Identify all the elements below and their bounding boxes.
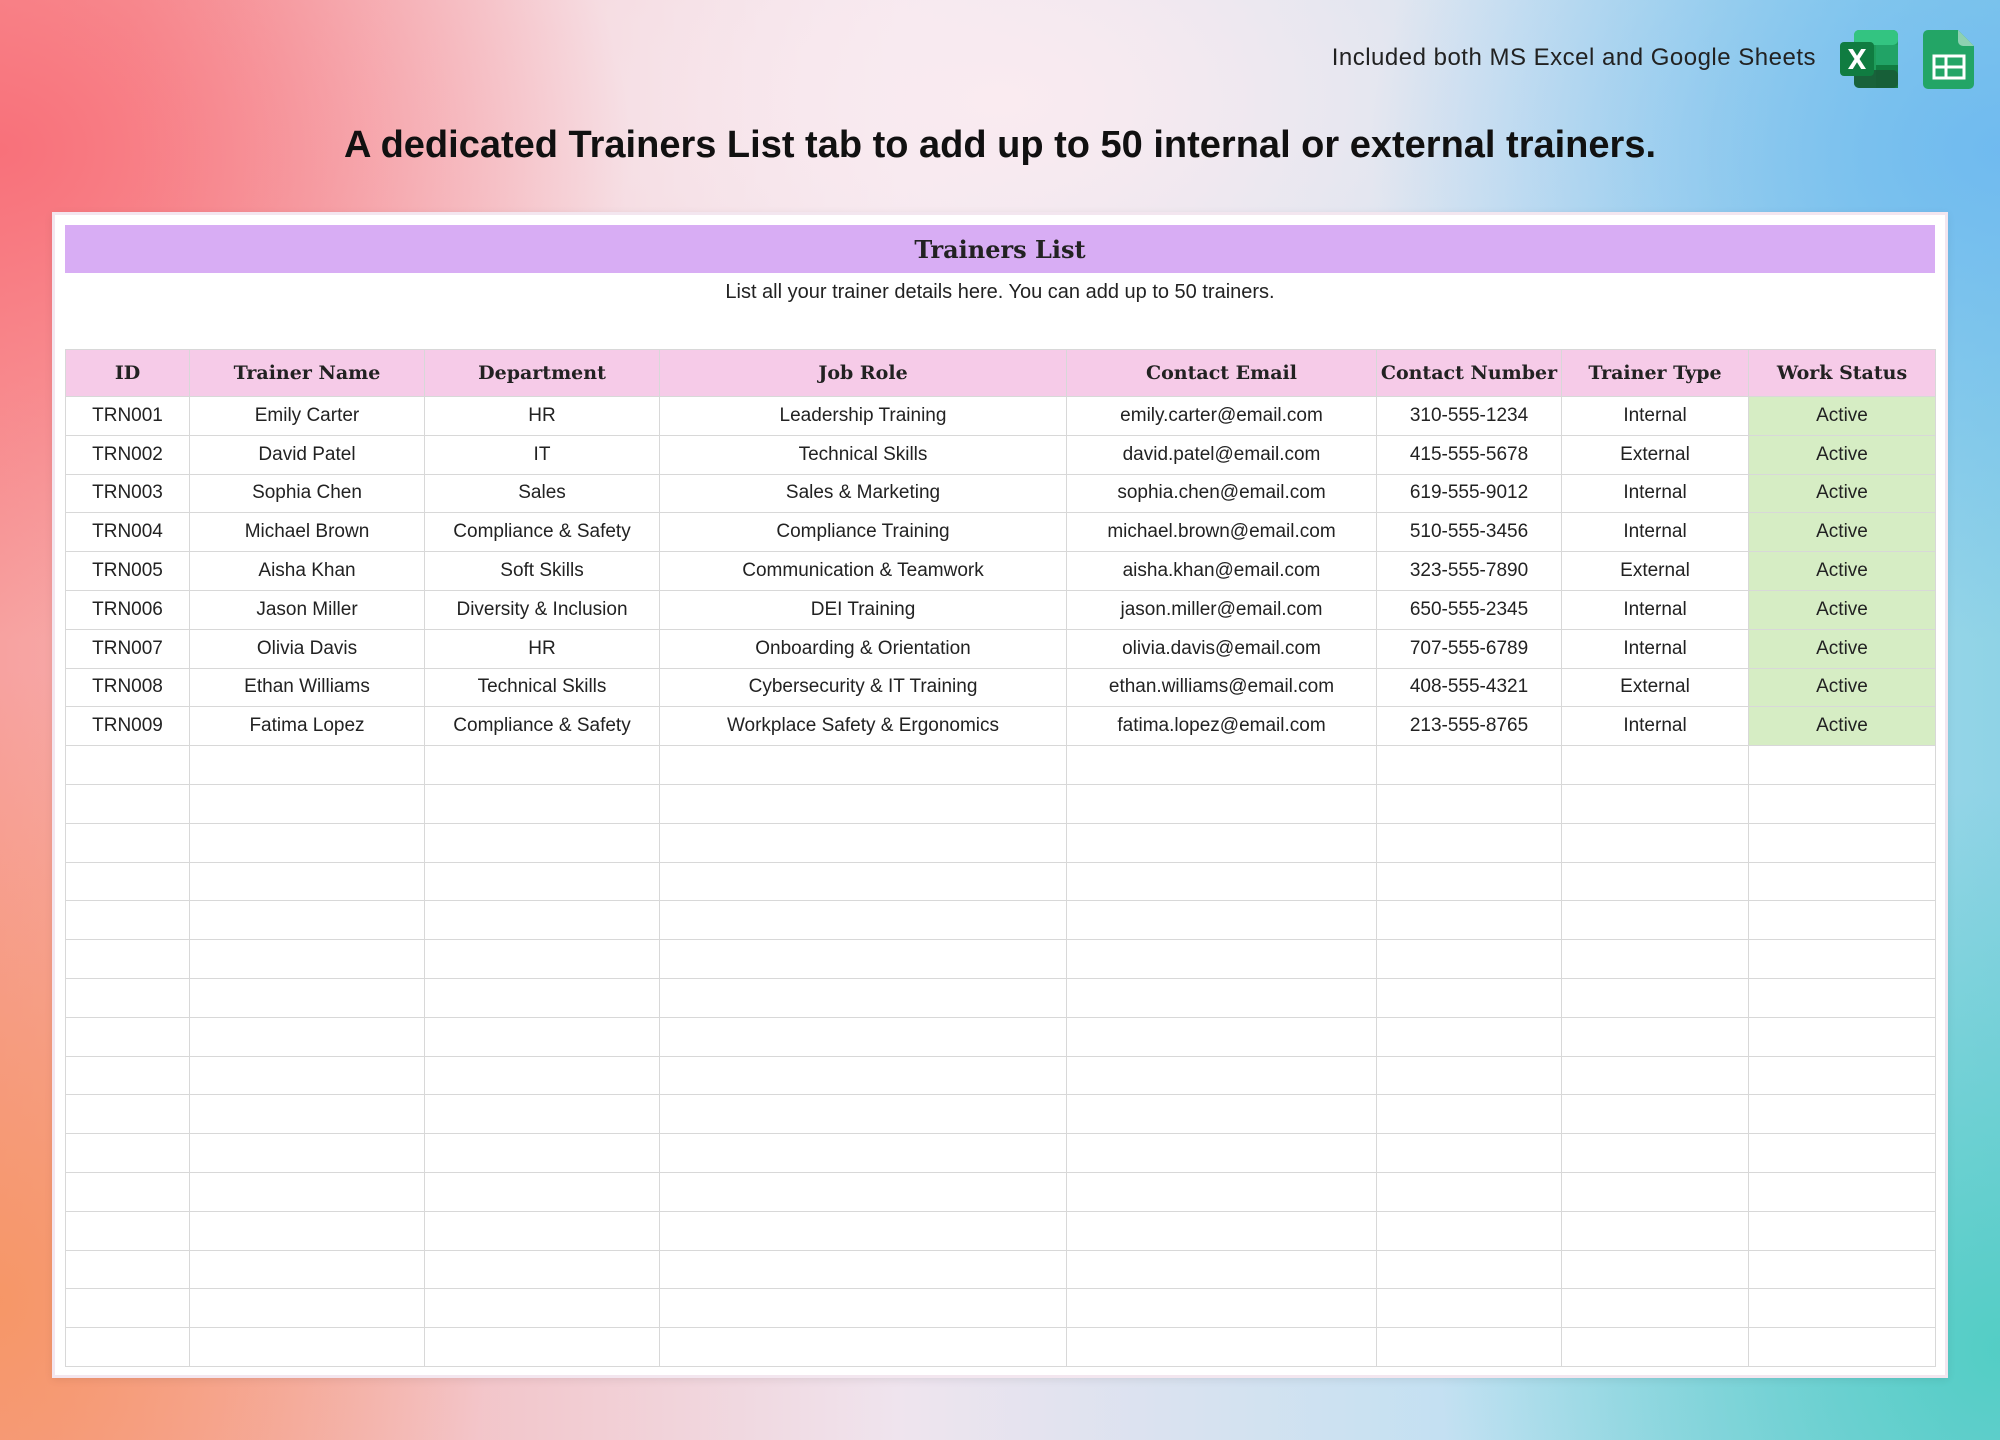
table-row (66, 707, 1936, 746)
department-cell[interactable]: Soft Skills (425, 552, 660, 591)
empty-cell[interactable] (1562, 978, 1749, 1017)
empty-cell[interactable] (66, 862, 190, 901)
empty-cell[interactable] (66, 1172, 190, 1211)
empty-row (66, 1328, 1936, 1367)
empty-cell[interactable] (1749, 1328, 1936, 1367)
empty-cell[interactable] (1562, 823, 1749, 862)
empty-cell[interactable] (1067, 1056, 1377, 1095)
work-status-cell[interactable]: Active (1749, 668, 1936, 707)
empty-cell[interactable] (1562, 1289, 1749, 1328)
id-cell[interactable]: TRN008 (66, 668, 190, 707)
id-cell[interactable]: TRN003 (66, 474, 190, 513)
department-cell[interactable]: Compliance & Safety (425, 707, 660, 746)
empty-cell[interactable] (1377, 746, 1562, 785)
empty-cell[interactable] (1562, 1134, 1749, 1173)
id-cell[interactable]: TRN001 (66, 397, 190, 436)
empty-cell[interactable] (66, 823, 190, 862)
empty-cell[interactable] (1749, 1172, 1936, 1211)
work-status-cell[interactable]: Active (1749, 435, 1936, 474)
empty-cell[interactable] (1377, 1172, 1562, 1211)
empty-cell[interactable] (190, 901, 425, 940)
trainer-type-cell[interactable]: External (1562, 668, 1749, 707)
table-row (66, 552, 1936, 591)
empty-row (66, 1095, 1936, 1134)
job-role-cell[interactable]: Onboarding & Orientation (660, 629, 1067, 668)
trainer-type-cell[interactable]: Internal (1562, 513, 1749, 552)
empty-cell[interactable] (1067, 746, 1377, 785)
contact-number-cell[interactable]: 619-555-9012 (1377, 474, 1562, 513)
empty-cell[interactable] (1749, 1250, 1936, 1289)
empty-cell[interactable] (1377, 1056, 1562, 1095)
empty-cell[interactable] (660, 1328, 1067, 1367)
table-row (66, 590, 1936, 629)
included-apps-note: Included both MS Excel and Google Sheets (1331, 44, 1816, 71)
department-cell[interactable]: HR (425, 397, 660, 436)
empty-cell[interactable] (660, 1250, 1067, 1289)
empty-cell[interactable] (1377, 1328, 1562, 1367)
empty-cell[interactable] (425, 823, 660, 862)
work-status-cell[interactable]: Active (1749, 513, 1936, 552)
empty-cell[interactable] (190, 1328, 425, 1367)
empty-cell[interactable] (425, 862, 660, 901)
contact-number-cell[interactable]: 415-555-5678 (1377, 435, 1562, 474)
job-role-cell[interactable]: Workplace Safety & Ergonomics (660, 707, 1067, 746)
trainer-type-cell[interactable]: Internal (1562, 707, 1749, 746)
empty-cell[interactable] (425, 1095, 660, 1134)
empty-cell[interactable] (660, 1095, 1067, 1134)
empty-cell[interactable] (66, 901, 190, 940)
empty-cell[interactable] (1067, 1134, 1377, 1173)
empty-cell[interactable] (660, 901, 1067, 940)
header-row (66, 350, 1936, 397)
contact-email-cell[interactable]: jason.miller@email.com (1067, 590, 1377, 629)
contact-email-cell[interactable]: emily.carter@email.com (1067, 397, 1377, 436)
empty-cell[interactable] (425, 1056, 660, 1095)
empty-cell[interactable] (66, 1017, 190, 1056)
id-cell[interactable]: TRN007 (66, 629, 190, 668)
trainer-type-cell[interactable]: Internal (1562, 590, 1749, 629)
empty-cell[interactable] (1749, 1095, 1936, 1134)
empty-cell[interactable] (66, 1211, 190, 1250)
trainer-name-cell[interactable]: Fatima Lopez (190, 707, 425, 746)
empty-cell[interactable] (1067, 978, 1377, 1017)
table-row (66, 397, 1936, 436)
trainer-type-cell[interactable]: Internal (1562, 397, 1749, 436)
empty-cell[interactable] (1562, 901, 1749, 940)
empty-cell[interactable] (1562, 746, 1749, 785)
empty-cell[interactable] (1377, 1134, 1562, 1173)
empty-cell[interactable] (660, 1056, 1067, 1095)
empty-cell[interactable] (1749, 784, 1936, 823)
empty-row (66, 978, 1936, 1017)
empty-cell[interactable] (1562, 1017, 1749, 1056)
department-cell[interactable]: Compliance & Safety (425, 513, 660, 552)
empty-cell[interactable] (190, 1017, 425, 1056)
job-role-cell[interactable]: Communication & Teamwork (660, 552, 1067, 591)
department-cell[interactable]: Diversity & Inclusion (425, 590, 660, 629)
empty-cell[interactable] (1749, 1211, 1936, 1250)
empty-cell[interactable] (66, 784, 190, 823)
empty-cell[interactable] (425, 1134, 660, 1173)
empty-cell[interactable] (1562, 1095, 1749, 1134)
empty-cell[interactable] (190, 823, 425, 862)
empty-cell[interactable] (425, 978, 660, 1017)
empty-cell[interactable] (660, 784, 1067, 823)
empty-cell[interactable] (1377, 1095, 1562, 1134)
contact-number-cell[interactable]: 650-555-2345 (1377, 590, 1562, 629)
empty-cell[interactable] (1067, 1211, 1377, 1250)
excel-icon (1836, 26, 1902, 92)
empty-cell[interactable] (1749, 1017, 1936, 1056)
contact-number-cell[interactable]: 707-555-6789 (1377, 629, 1562, 668)
column-header-id[interactable]: ID (66, 350, 190, 397)
column-header-department[interactable]: Department (425, 350, 660, 397)
table-row (66, 513, 1936, 552)
empty-cell[interactable] (190, 862, 425, 901)
empty-row (66, 1134, 1936, 1173)
contact-email-cell[interactable]: david.patel@email.com (1067, 435, 1377, 474)
column-header-trainer-type[interactable]: Trainer Type (1562, 350, 1749, 397)
empty-cell[interactable] (1067, 901, 1377, 940)
id-cell[interactable]: TRN002 (66, 435, 190, 474)
work-status-cell[interactable]: Active (1749, 474, 1936, 513)
empty-cell[interactable] (1067, 823, 1377, 862)
empty-cell[interactable] (425, 1328, 660, 1367)
contact-email-cell[interactable]: aisha.khan@email.com (1067, 552, 1377, 591)
empty-cell[interactable] (66, 1134, 190, 1173)
empty-cell[interactable] (1067, 940, 1377, 979)
contact-number-cell[interactable]: 510-555-3456 (1377, 513, 1562, 552)
empty-cell[interactable] (425, 784, 660, 823)
empty-cell[interactable] (660, 746, 1067, 785)
empty-cell[interactable] (66, 1056, 190, 1095)
empty-cell[interactable] (66, 1328, 190, 1367)
sheet-title: Trainers List (65, 225, 1935, 273)
empty-cell[interactable] (1749, 901, 1936, 940)
empty-cell[interactable] (425, 1017, 660, 1056)
id-cell[interactable]: TRN004 (66, 513, 190, 552)
empty-row (66, 1056, 1936, 1095)
headline: A dedicated Trainers List tab to add up to 50 internal or external trainers. (343, 124, 1657, 166)
empty-cell[interactable] (190, 978, 425, 1017)
empty-cell[interactable] (425, 1289, 660, 1328)
empty-row (66, 862, 1936, 901)
column-header-work-status[interactable]: Work Status (1749, 350, 1936, 397)
work-status-cell[interactable]: Active (1749, 707, 1936, 746)
empty-cell[interactable] (1067, 1017, 1377, 1056)
empty-cell[interactable] (1749, 746, 1936, 785)
empty-cell[interactable] (66, 978, 190, 1017)
empty-row (66, 1250, 1936, 1289)
empty-cell[interactable] (660, 978, 1067, 1017)
empty-cell[interactable] (1749, 1134, 1936, 1173)
empty-cell[interactable] (660, 1172, 1067, 1211)
column-header-job-role[interactable]: Job Role (660, 350, 1067, 397)
empty-cell[interactable] (660, 1289, 1067, 1328)
empty-cell[interactable] (1067, 1172, 1377, 1211)
trainer-name-cell[interactable]: David Patel (190, 435, 425, 474)
empty-cell[interactable] (190, 1134, 425, 1173)
empty-cell[interactable] (1067, 1289, 1377, 1328)
column-header-contact-number[interactable]: Contact Number (1377, 350, 1562, 397)
empty-cell[interactable] (190, 1211, 425, 1250)
contact-email-cell[interactable]: fatima.lopez@email.com (1067, 707, 1377, 746)
empty-row (66, 1172, 1936, 1211)
empty-cell[interactable] (1562, 862, 1749, 901)
empty-cell[interactable] (190, 1056, 425, 1095)
trainer-type-cell[interactable]: Internal (1562, 629, 1749, 668)
empty-cell[interactable] (1749, 940, 1936, 979)
table-row (66, 629, 1936, 668)
empty-cell[interactable] (1377, 784, 1562, 823)
trainer-name-cell[interactable]: Michael Brown (190, 513, 425, 552)
empty-cell[interactable] (66, 1095, 190, 1134)
empty-cell[interactable] (1067, 1328, 1377, 1367)
empty-cell[interactable] (660, 862, 1067, 901)
empty-cell[interactable] (1377, 1211, 1562, 1250)
contact-email-cell[interactable]: olivia.davis@email.com (1067, 629, 1377, 668)
empty-cell[interactable] (1562, 1211, 1749, 1250)
empty-cell[interactable] (190, 940, 425, 979)
sheet-subtitle: List all your trainer details here. You can add up to 50 trainers. (725, 281, 1275, 303)
trainer-name-cell[interactable]: Sophia Chen (190, 474, 425, 513)
table-row (66, 435, 1936, 474)
empty-cell[interactable] (425, 1250, 660, 1289)
empty-cell[interactable] (1067, 1250, 1377, 1289)
empty-row (66, 823, 1936, 862)
empty-cell[interactable] (1377, 823, 1562, 862)
trainers-table (65, 349, 1936, 1367)
empty-cell[interactable] (660, 1134, 1067, 1173)
department-cell[interactable]: HR (425, 629, 660, 668)
work-status-cell[interactable]: Active (1749, 590, 1936, 629)
job-role-cell[interactable]: Leadership Training (660, 397, 1067, 436)
empty-row (66, 1289, 1936, 1328)
empty-cell[interactable] (190, 1250, 425, 1289)
trainer-type-cell[interactable]: External (1562, 435, 1749, 474)
work-status-cell[interactable]: Active (1749, 397, 1936, 436)
empty-cell[interactable] (190, 1095, 425, 1134)
empty-cell[interactable] (660, 940, 1067, 979)
empty-cell[interactable] (66, 1289, 190, 1328)
contact-email-cell[interactable]: ethan.williams@email.com (1067, 668, 1377, 707)
empty-cell[interactable] (1562, 940, 1749, 979)
empty-cell[interactable] (425, 1211, 660, 1250)
column-header-trainer-name[interactable]: Trainer Name (190, 350, 425, 397)
empty-cell[interactable] (1067, 1095, 1377, 1134)
empty-cell[interactable] (66, 940, 190, 979)
department-cell[interactable]: Technical Skills (425, 668, 660, 707)
empty-cell[interactable] (1562, 1328, 1749, 1367)
contact-email-cell[interactable]: michael.brown@email.com (1067, 513, 1377, 552)
empty-cell[interactable] (1377, 1250, 1562, 1289)
empty-cell[interactable] (1749, 978, 1936, 1017)
empty-cell[interactable] (425, 940, 660, 979)
empty-cell[interactable] (1377, 978, 1562, 1017)
empty-cell[interactable] (1067, 862, 1377, 901)
column-header-contact-email[interactable]: Contact Email (1067, 350, 1377, 397)
empty-cell[interactable] (1749, 1056, 1936, 1095)
empty-row (66, 901, 1936, 940)
job-role-cell[interactable]: Compliance Training (660, 513, 1067, 552)
empty-cell[interactable] (1562, 784, 1749, 823)
spreadsheet-card (52, 212, 1948, 1378)
table-row (66, 668, 1936, 707)
empty-row (66, 784, 1936, 823)
department-cell[interactable]: Sales (425, 474, 660, 513)
empty-cell[interactable] (1749, 862, 1936, 901)
empty-cell[interactable] (1377, 901, 1562, 940)
contact-email-cell[interactable]: sophia.chen@email.com (1067, 474, 1377, 513)
empty-cell[interactable] (425, 901, 660, 940)
empty-cell[interactable] (1562, 1250, 1749, 1289)
contact-number-cell[interactable]: 408-555-4321 (1377, 668, 1562, 707)
empty-cell[interactable] (190, 784, 425, 823)
contact-number-cell[interactable]: 310-555-1234 (1377, 397, 1562, 436)
empty-cell[interactable] (66, 1250, 190, 1289)
table-row (66, 474, 1936, 513)
empty-row (66, 940, 1936, 979)
empty-cell[interactable] (1749, 1289, 1936, 1328)
empty-cell[interactable] (660, 1211, 1067, 1250)
trainer-name-cell[interactable]: Jason Miller (190, 590, 425, 629)
empty-cell[interactable] (1377, 1289, 1562, 1328)
trainer-type-cell[interactable]: External (1562, 552, 1749, 591)
id-cell[interactable]: TRN005 (66, 552, 190, 591)
empty-cell[interactable] (660, 1017, 1067, 1056)
job-role-cell[interactable]: Sales & Marketing (660, 474, 1067, 513)
google-sheets-icon (1916, 26, 1982, 92)
trainer-name-cell[interactable]: Emily Carter (190, 397, 425, 436)
work-status-cell[interactable]: Active (1749, 552, 1936, 591)
empty-cell[interactable] (1067, 784, 1377, 823)
empty-cell[interactable] (190, 1172, 425, 1211)
empty-cell[interactable] (425, 746, 660, 785)
empty-cell[interactable] (190, 746, 425, 785)
department-cell[interactable]: IT (425, 435, 660, 474)
table-body (66, 397, 1936, 1367)
trainer-name-cell[interactable]: Ethan Williams (190, 668, 425, 707)
empty-cell[interactable] (1377, 862, 1562, 901)
contact-number-cell[interactable]: 213-555-8765 (1377, 707, 1562, 746)
empty-cell[interactable] (190, 1289, 425, 1328)
job-role-cell[interactable]: DEI Training (660, 590, 1067, 629)
empty-cell[interactable] (1562, 1056, 1749, 1095)
trainer-name-cell[interactable]: Olivia Davis (190, 629, 425, 668)
job-role-cell[interactable]: Technical Skills (660, 435, 1067, 474)
empty-cell[interactable] (425, 1172, 660, 1211)
work-status-cell[interactable]: Active (1749, 629, 1936, 668)
id-cell[interactable]: TRN009 (66, 707, 190, 746)
trainer-type-cell[interactable]: Internal (1562, 474, 1749, 513)
empty-cell[interactable] (1749, 823, 1936, 862)
empty-cell[interactable] (1377, 940, 1562, 979)
contact-number-cell[interactable]: 323-555-7890 (1377, 552, 1562, 591)
trainer-name-cell[interactable]: Aisha Khan (190, 552, 425, 591)
empty-cell[interactable] (66, 746, 190, 785)
empty-cell[interactable] (660, 823, 1067, 862)
id-cell[interactable]: TRN006 (66, 590, 190, 629)
empty-row (66, 1211, 1936, 1250)
empty-cell[interactable] (1562, 1172, 1749, 1211)
empty-row (66, 746, 1936, 785)
empty-row (66, 1017, 1936, 1056)
empty-cell[interactable] (1377, 1017, 1562, 1056)
job-role-cell[interactable]: Cybersecurity & IT Training (660, 668, 1067, 707)
